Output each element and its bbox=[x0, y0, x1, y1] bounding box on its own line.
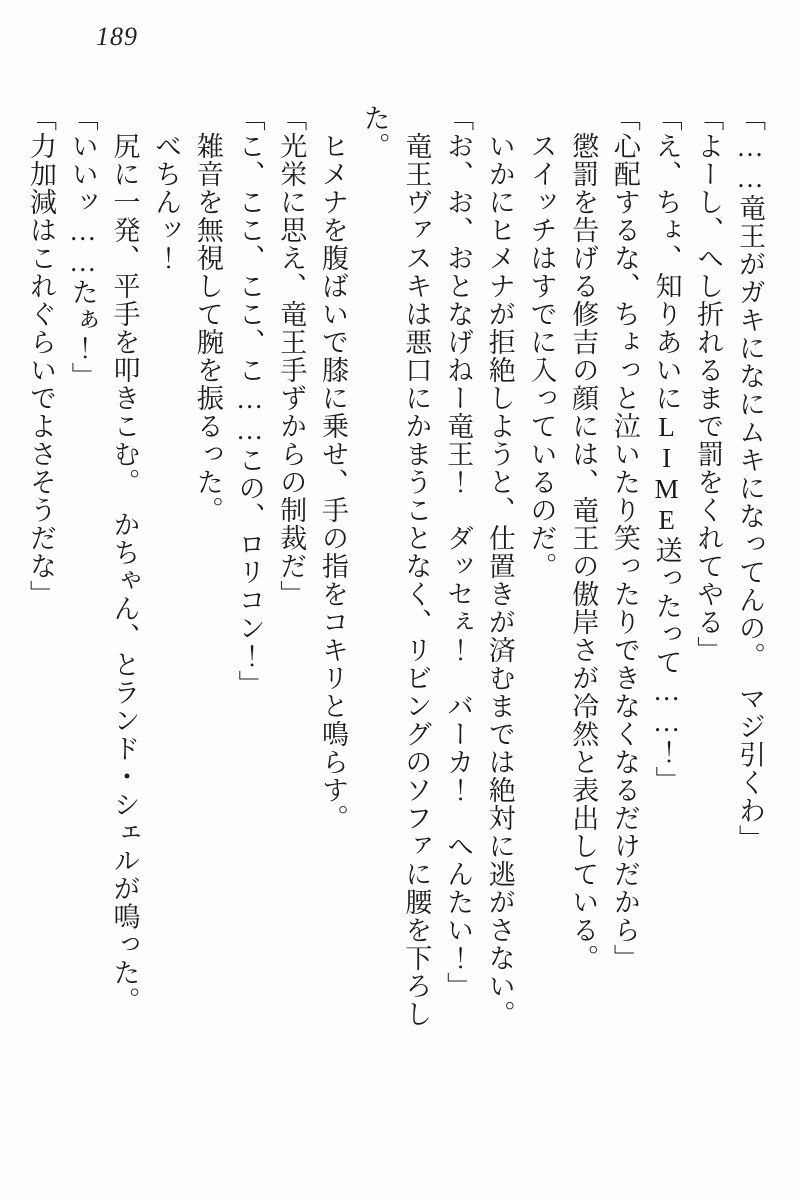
text-line: 「こ、ここ、ここ、こ……この、ロリコン！」 bbox=[234, 104, 265, 698]
text-line: ヒメナを腹ばいで膝に乗せ、手の指をコキリと鳴らす。 bbox=[317, 104, 348, 832]
text-line: 「よーし、へし折れるまで罰をくれてやる」 bbox=[693, 104, 724, 664]
text-line: 「え、ちょ、知りあいにLIME送ったって……！」 bbox=[651, 104, 682, 794]
text-line: 懲罰を告げる修吉の顔には、竜王の傲岸さが冷然と表出している。 bbox=[568, 104, 599, 972]
page-number: 189 bbox=[96, 22, 138, 51]
text-line: 「……竜王がガキになにムキになってんの。 マジ引くわ」 bbox=[735, 104, 765, 853]
text-line: べちんッ！ bbox=[151, 104, 182, 272]
text-block bbox=[19, 104, 770, 1044]
text-line: 「いいッ……たぁ！」 bbox=[67, 104, 98, 390]
text-line: スイッチはすでに入っているのだ。 bbox=[526, 104, 557, 580]
text-line: 竜王ヴァスキは悪口にかまうことなく、リビングのソファに腰を下ろした。 bbox=[359, 104, 432, 1028]
text-line: 「お、お、おとなげねー竜王！ ダッセぇ！ バーカ！ へんたい！」 bbox=[443, 104, 474, 1000]
text-line: 「力加減はこれぐらいでよさそうだな」 bbox=[26, 104, 57, 608]
text-line: 「心配するな、ちょっと泣いたり笑ったりできなくなるだけだから」 bbox=[609, 104, 640, 972]
text-line: 尻に一発、平手を叩きこむ。 かちゃん、とランド・シェルが鳴った。 bbox=[109, 104, 140, 1015]
text-line: いかにヒメナが拒絶しようと、仕置きが済むまでは絶対に逃がさない。 bbox=[484, 104, 515, 1028]
text-line: 雑音を無視して腕を振るった。 bbox=[192, 104, 223, 524]
text-line: 「光栄に思え、竜王手ずからの制裁だ」 bbox=[276, 104, 307, 608]
